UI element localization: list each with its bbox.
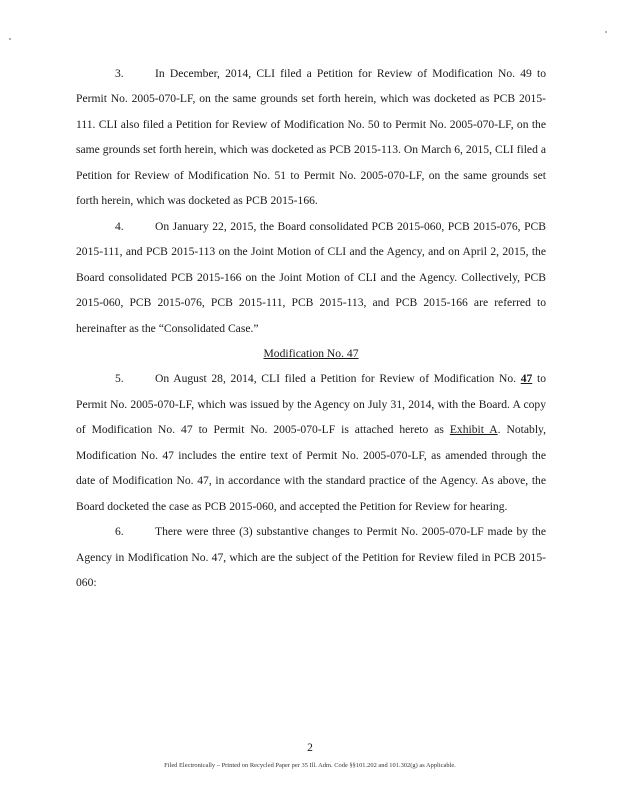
page-number: 2 (307, 742, 313, 754)
paragraph-number: 3. (115, 67, 124, 80)
paragraph-number: 4. (115, 219, 124, 233)
paragraph-3 (76, 61, 546, 214)
paragraph-text: There were three (3) substantive changes to Permit No. 2005-070-LF made by the Agency in Modification No. 47, which are the subject of the Petition for Review filed in PCB 2015-060: (76, 525, 546, 590)
paragraph-text: On August 28, 2014, CLI filed a Petition for Review of Modification No. (155, 372, 521, 386)
paragraph-text: . Notably, Modification No. 47 includes the entire text of Permit No. 2005-070-LF, as amended through the date of Modification No. 47, in accordance with the standard practice of the Agency. As above, the Board docketed the case as PCB 2015-060, and accepted the Petition for Review for hearing. (76, 423, 546, 513)
scan-speck (605, 31, 607, 33)
paragraph-5 (76, 366, 546, 519)
document-body (76, 61, 546, 596)
paragraph-number: 6. (115, 525, 124, 539)
paragraph-4 (76, 214, 546, 341)
paragraph-6 (76, 519, 546, 595)
paragraph-text: On January 22, 2015, the Board consolidated PCB 2015-060, PCB 2015-076, PCB 2015-111, and PCB 2015-113 on the Joint Motion of CLI and the Agency, and on April 2, 2015, the Board consolidated PCB 2015-166 on the Joint Motion of CLI and the Agency. Collectively, PCB 2015-060, PCB 2015-076, PCB 2015-111, PCB 2015-113, and PCB 2015-166 are referred to hereinafter as the “Consolidated Case.” (76, 219, 546, 335)
paragraph-text: In December, 2014, CLI filed a Petition for Review of Modification No. 49 to Permit No. 2005-070-LF, on the same grounds set forth herein, which was docketed as PCB 2015-111. CLI also filed a Petition for Review of Modification No. 50 to Permit No. 2005-070-LF, on the same grounds set forth herein, which was docketed as PCB 2015-113. On March 6, 2015, CLI filed a Petition for Review of Modification No. 51 to Permit No. 2005-070-LF, on the same grounds set forth herein, which was docketed as PCB 2015-166. (76, 67, 546, 208)
page-footer: Filed Electronically – Printed on Recycled Paper per 35 Ill. Adm. Code §§101.202 and 101.302(g) as Applicable. (164, 762, 456, 769)
paragraph-text: to Permit No. 2005-070-LF, which was issued by the Agency on July 31, 2014, with the Board. A copy of Modification No. 47 to Permit No. 2005-070-LF is attached hereto as (76, 372, 546, 437)
paragraph-number: 5. (115, 372, 124, 386)
exhibit-reference: Exhibit A (449, 423, 498, 437)
scan-speck (9, 38, 11, 40)
section-heading: Modification No. 47 (263, 346, 359, 360)
modification-number: 47 (520, 372, 533, 386)
